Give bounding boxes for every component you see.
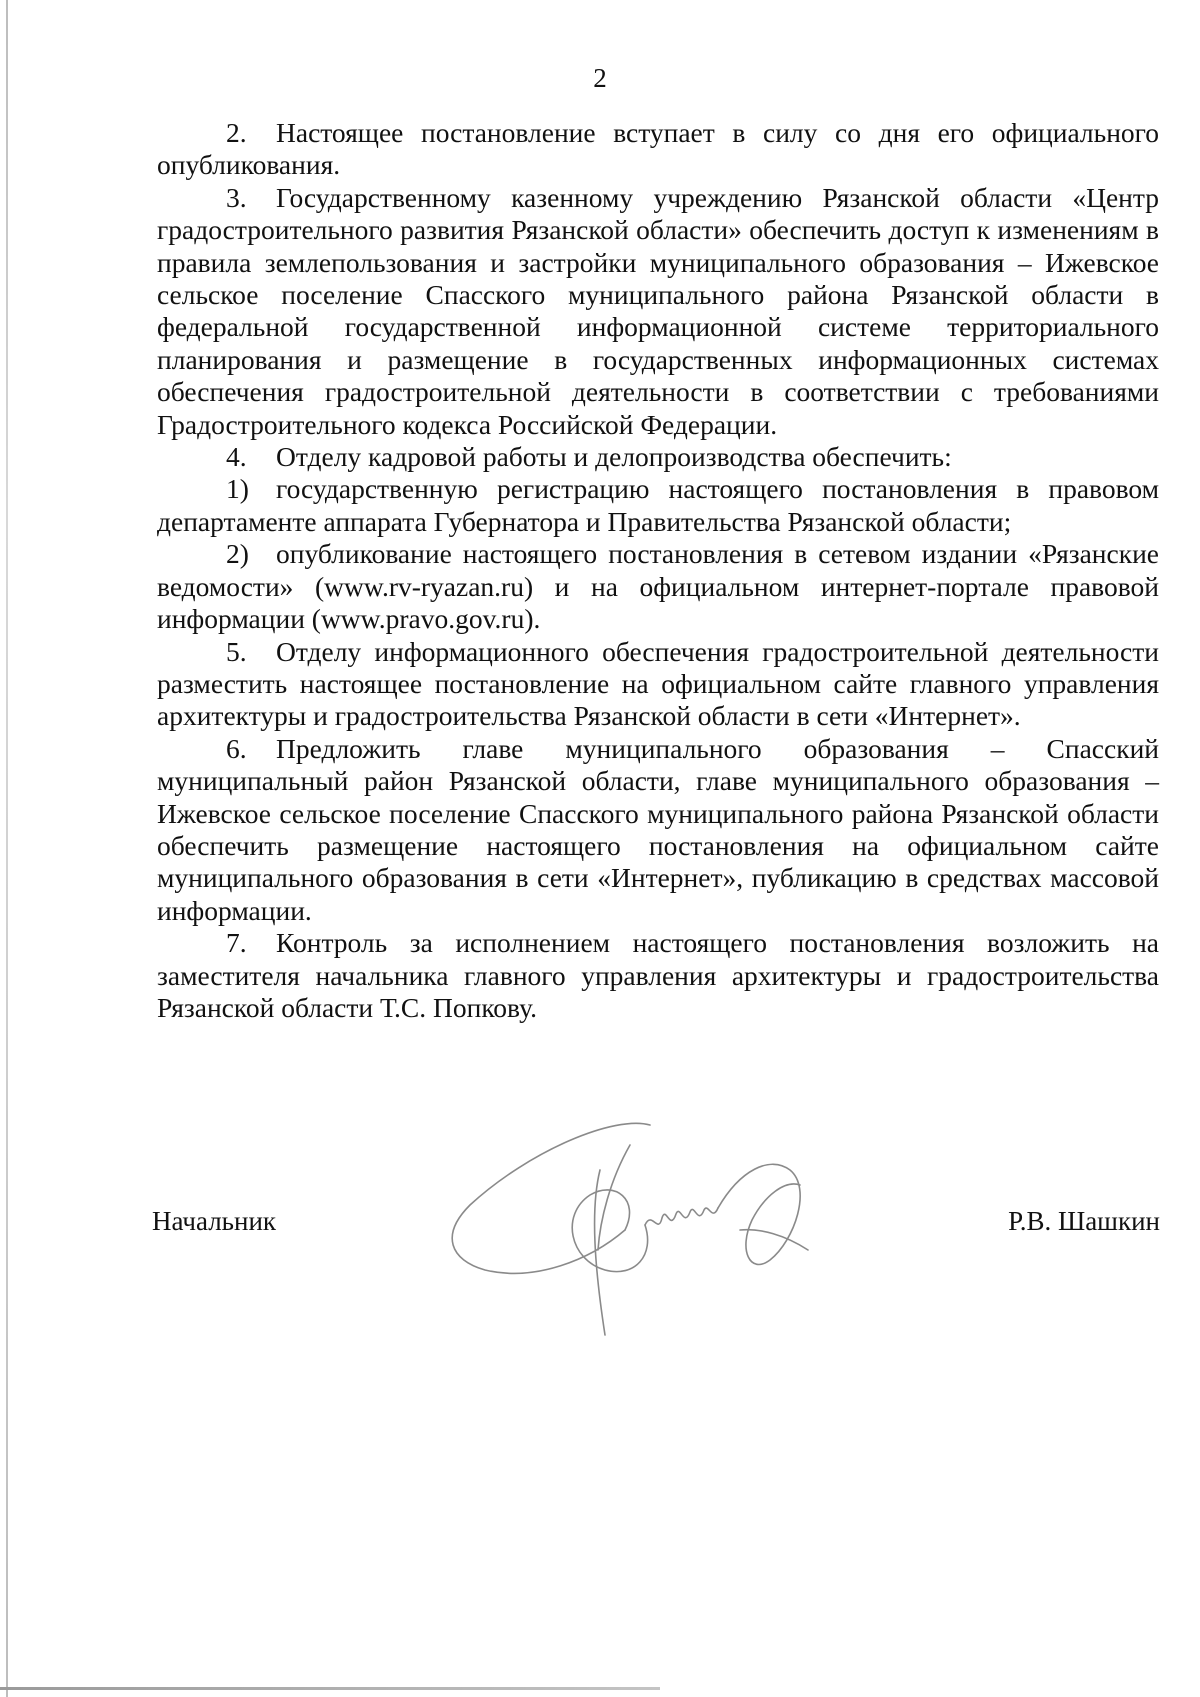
scan-left-edge (6, 0, 8, 1697)
paragraph-text: Предложить главе муниципального образования – Спасский муниципальный район Рязанской области, главе муниципального образования – Ижевское сельское поселение Спасского муниципального района Рязанской области обеспечить размещение настоящего постановления на официальном сайте муниципального образования в сети «Интернет», публикацию в средствах массовой информации. (157, 732, 1159, 926)
signature-block (152, 1205, 1160, 1245)
page-number: 2 (593, 63, 607, 93)
paragraph-text: опубликование настоящего постановления в сетевом издании «Рязанские ведомости» (www.rv-ryazan.ru) и на официальном интернет-портале правовой информации (www.pravo.gov.ru). (157, 538, 1159, 635)
signer-name: Р.В. Шашкин (1008, 1206, 1160, 1236)
paragraph-text: Отделу информационного обеспечения градостроительной деятельности разместить настоящее постановление на официальном сайте главного управления архитектуры и градостроительства Рязанской области в сети «Интернет». (157, 635, 1159, 732)
paragraph-6 (157, 733, 1159, 927)
paragraph-number: 1) (226, 473, 249, 505)
scan-bottom-edge (0, 1687, 660, 1690)
paragraph-4 (157, 441, 1159, 473)
paragraph-number: 2. (226, 117, 247, 148)
paragraph-text: Контроль за исполнением настоящего постановления возложить на заместителя начальника главного управления архитектуры и градостроительства Рязанской области Т.С. Попкову. (157, 927, 1159, 1023)
paragraph-number: 4. (226, 441, 247, 473)
paragraph-5 (157, 636, 1159, 733)
signer-position: Начальник (152, 1206, 277, 1236)
paragraph-number: 6. (226, 732, 247, 764)
subparagraph-4-2 (157, 538, 1159, 635)
paragraph-7 (157, 927, 1159, 1024)
paragraph-number: 2) (226, 538, 249, 570)
paragraph-text: Государственному казенному учреждению Рязанской области «Центр градостроительного развития Рязанской области» обеспечить доступ к изменениям в правила землепользования и застройки муниципального образования – Ижевское сельское поселение Спасского муниципального района Рязанской области в федеральной государственной информационной системе территориального планирования и размещение в государственных информационных системах обеспечения градостроительной деятельности в соответствии с требованиями Градостроительного кодекса Российской Федерации. (157, 181, 1159, 440)
paragraph-number: 5. (226, 635, 247, 667)
document-body (157, 117, 1159, 1024)
paragraph-number: 3. (226, 181, 247, 213)
paragraph-text: государственную регистрацию настоящего постановления в правовом департаменте аппарата Губернатора и Правительства Рязанской области; (157, 473, 1159, 537)
paragraph-2 (157, 117, 1159, 182)
paragraph-3 (157, 182, 1159, 441)
paragraph-text: Отделу кадровой работы и делопроизводства обеспечить: (276, 441, 952, 473)
paragraph-text: Настоящее постановление вступает в силу со дня его официального опубликования. (157, 117, 1159, 181)
subparagraph-4-1 (157, 473, 1159, 538)
paragraph-number: 7. (226, 927, 247, 959)
